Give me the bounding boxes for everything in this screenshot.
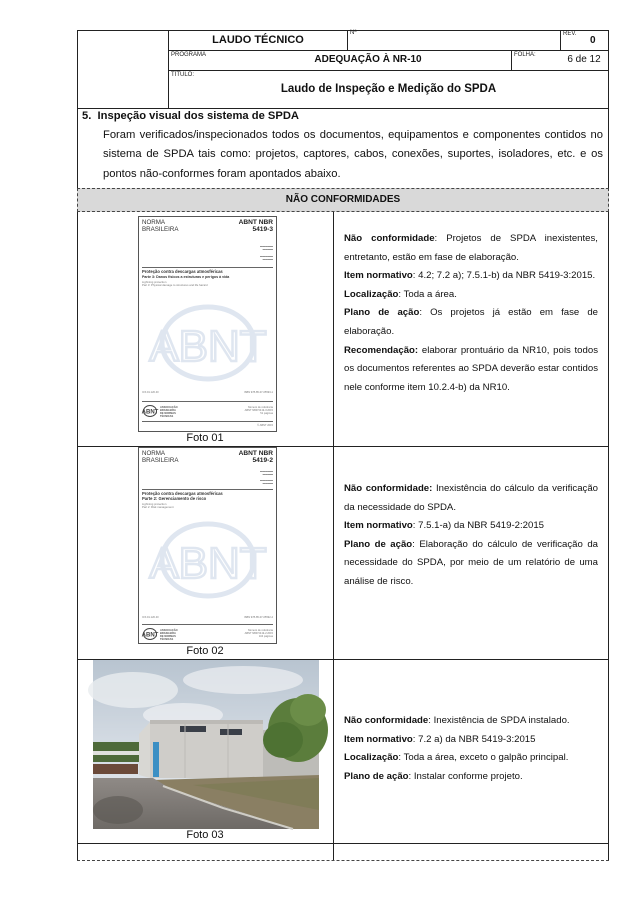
nc-description (344, 230, 598, 397)
svg-text:ABNT: ABNT (148, 539, 267, 588)
logo-cell (77, 30, 169, 109)
nc-description (344, 480, 598, 592)
norma-line1: NORMA (142, 219, 166, 226)
nc-item-sep: : (398, 288, 404, 300)
nc-item (344, 342, 598, 398)
nc-item-text: Os projetos já estão em fase de elaboração. (344, 307, 599, 337)
nc-item-sep: : (419, 307, 431, 319)
norma-line2: BRASILEIRA (142, 226, 179, 233)
nc-item-text: Elaboração do cálculo de verificação da necessidade do SPDA, por meio de um relatório de uma análise de risco. (344, 538, 598, 587)
nc-item-sep: : (412, 270, 419, 282)
nc-item (344, 536, 598, 592)
folha-label: FOLHA: (514, 52, 536, 58)
code-line2: 5419-3 (252, 226, 273, 233)
nc-item-text: 4.2; 7.2 a); 7.5.1-b) da NBR 5419-3:2015. (418, 270, 596, 282)
title-line1: Proteção contra descargas atmosféricas (142, 491, 223, 496)
abnt-watermark-icon (148, 303, 267, 383)
nc-item-label: Item normativo (344, 270, 413, 282)
title-line2: Parte 2: Gerenciamento de risco (142, 496, 207, 501)
svg-text:ABNT: ABNT (141, 409, 159, 416)
sub-line2: Part 2: Risk management (142, 505, 174, 510)
header-divider (560, 30, 561, 50)
nc-item-label: Plano de ação (344, 538, 413, 550)
abnt-watermark-icon (148, 520, 267, 600)
nc-item-text: Projetos de SPDA inexistentes, entretanto, estão em fase de elaboração. (344, 233, 598, 263)
table-bottom (77, 860, 609, 861)
header-divider (168, 70, 609, 71)
titulo-value: Laudo de Inspeção e Medição do SPDA (280, 83, 497, 95)
photo-abnt-cover: NORMA BRASILEIRA ABNT NBR 5419-2 ▬▬▬▬▬ ▬▬▬▬ ▬▬▬▬▬ ▬▬▬▬ Proteção contra descargas atmosféricas Parte 2: Gerenciamento de risco Lightning protection Part 2: Risk management ABNT ICS 91.120.40 ISBN 978-85-07-05592-4 ABNT ASSOCIAÇÃO BRASILEIRA DE NORMAS TÉCNICAS Número de referência ABNT NBR 5419-2:2015 104 páginas (138, 447, 277, 644)
code-line1: ABNT NBR (238, 219, 273, 226)
title-line2: Parte 3: Danos físicos a estruturas e perigos à vida (142, 275, 230, 279)
nc-item-text: elaborar prontuário da NR10, pois todos os documentos referentes ao SPDA deverão estar contidos nele conforme item 10.2.4-b) da NR10. (344, 344, 598, 393)
nc-item-text: Toda a área, exceto o galpão principal. (403, 752, 569, 764)
table-title: NÃO CONFORMIDADES (285, 194, 401, 205)
nc-item-sep: : (428, 715, 434, 726)
abnt-logo-icon (143, 628, 157, 640)
nc-item-label: Localização (344, 752, 399, 764)
nc-item-label: Não conformidade: (344, 483, 433, 494)
nc-item-sep: : (412, 538, 420, 550)
rev-label: REV. (563, 31, 577, 37)
nc-item (344, 731, 604, 750)
section-heading: 5. Inspeção visual dos sistema de SPDA (82, 110, 299, 122)
sub-line1: Lightning protection (142, 280, 167, 284)
nc-item (344, 286, 598, 305)
sub-line1: Lightning protection (142, 502, 167, 506)
nc-item-label: Não conformidade (344, 715, 429, 726)
titulo-label: TÍTULO: (171, 72, 195, 78)
column-divider (333, 212, 334, 861)
nc-item-label: Item normativo (344, 733, 413, 745)
nc-item-text: 7.2 a) da NBR 5419-3:2015 (418, 733, 536, 745)
nc-item (344, 712, 604, 731)
row-divider (77, 843, 609, 844)
nc-item-text: Inexistência de SPDA instalado. (433, 715, 570, 726)
svg-text:ABNT: ABNT (141, 632, 159, 639)
norma-line2: BRASILEIRA (142, 457, 179, 464)
nc-item-sep: : (412, 733, 419, 745)
programa-label: PROGRAMA (171, 52, 207, 58)
nc-item-sep: : (398, 752, 404, 764)
nc-item-label: Localização (344, 288, 399, 300)
code-line2: 5419-2 (252, 457, 273, 464)
header-divider (168, 50, 609, 51)
nc-item (344, 230, 598, 267)
nc-item-text: Toda a área. (403, 288, 457, 300)
rev-value: 0 (590, 35, 596, 46)
nc-item-text: Inexistência do cálculo da verificação da necessidade do SPDA. (344, 483, 599, 513)
nc-item (344, 768, 604, 787)
nc-item-label: Item normativo (344, 520, 413, 532)
nc-item-sep: : (412, 520, 419, 532)
programa-value: ADEQUAÇÃO À NR-10 (314, 54, 422, 65)
nc-item (344, 304, 598, 341)
header-divider (511, 50, 512, 70)
numero-label: Nº (350, 30, 357, 36)
photo-caption: Foto 03 (186, 829, 224, 841)
folha-value: 6 de 12 (567, 54, 601, 65)
code-line1: ABNT NBR (238, 450, 273, 457)
nc-item (344, 480, 598, 517)
nc-item-label: Plano de ação (344, 307, 420, 319)
nc-description (344, 712, 604, 786)
photo-caption: Foto 01 (186, 432, 224, 444)
nc-item-label: Recomendação: (344, 344, 419, 356)
abnt-logo-icon (143, 405, 157, 417)
nc-item-text: Instalar conforme projeto. (413, 770, 523, 782)
nc-item (344, 517, 598, 536)
sub-line2: Part 3: Physical damage to structures and life hazard (142, 283, 208, 288)
nc-item (344, 749, 604, 768)
nc-item-text: 7.5.1-a) da NBR 5419-2:2015 (418, 520, 544, 532)
svg-text:ABNT: ABNT (148, 322, 267, 371)
nc-item-label: Plano de ação (344, 770, 409, 782)
norma-line1: NORMA (142, 450, 166, 457)
nc-item (344, 267, 598, 286)
nc-item-sep: : (434, 233, 447, 244)
photo-abnt-cover: NORMA BRASILEIRA ABNT NBR 5419-3 ▬▬▬▬▬ ▬▬▬▬ ▬▬▬▬▬ ▬▬▬▬ Proteção contra descargas atmosféricas Parte 3: Danos físicos a estruturas e perigos à vida Lightning protection Part 3: Physical damage to structures and life hazard ABNT ICS 91.120.40 ISBN 978-85-07-05593-1 ABNT ASSOCIAÇÃO BRASILEIRA DE NORMAS TÉCNICAS Número de referência ABNT NBR 5419-3:2015 51 páginas © ABNT 2015 (138, 216, 277, 432)
section-paragraph: Foram verificados/inspecionados todos os documentos, equipamentos e componentes contidos no sistema de SPDA tais como: projetos, captores, cabos, conexões, suportes, isoladores, etc. e os pontos não-conformes foram apontados abaixo. (103, 129, 603, 180)
nc-item-sep: : (408, 770, 414, 782)
nc-item-label: Não conformidade (344, 233, 435, 244)
photo-building (93, 660, 319, 829)
photo-caption: Foto 02 (186, 645, 224, 657)
title-line1: Proteção contra descargas atmosféricas (142, 269, 223, 274)
doc-type: LAUDO TÉCNICO (212, 34, 304, 46)
